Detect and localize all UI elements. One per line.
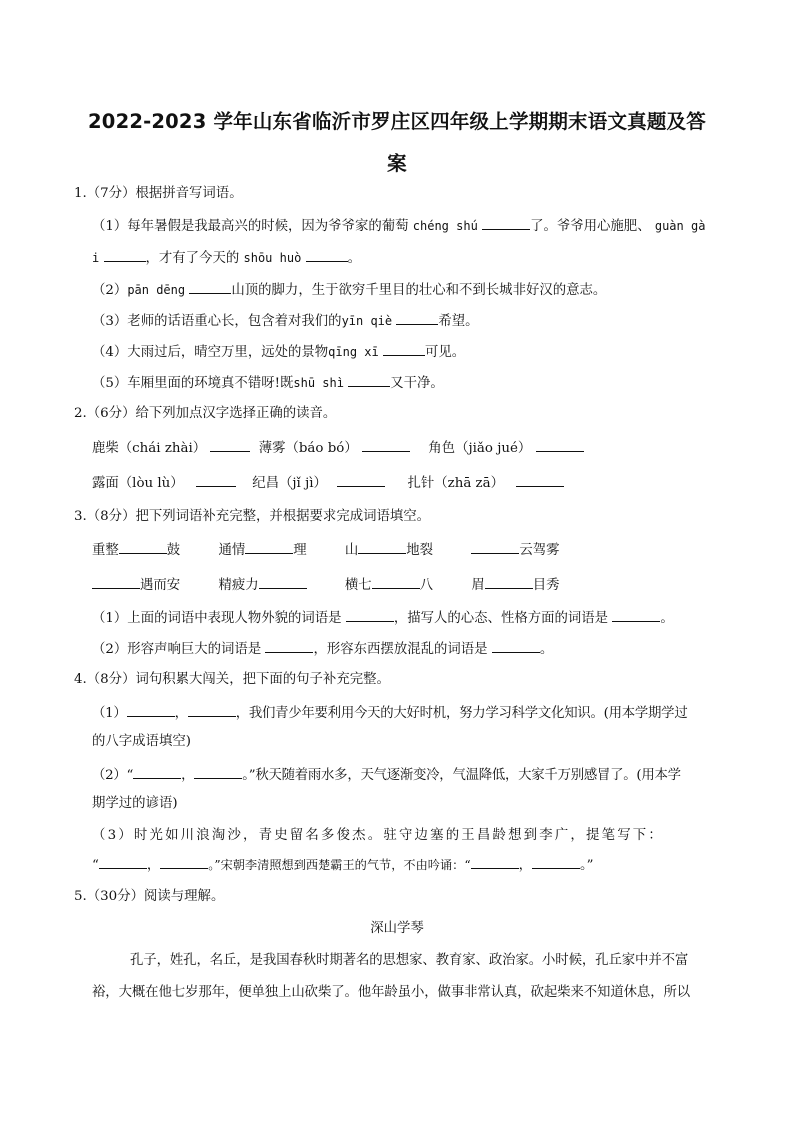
passage-title: 深山学琴 (370, 921, 424, 936)
exam-title-line1: 2022-2023 学年山东省临沂市罗庄区四年级上学期期末语文真题及答 (88, 110, 706, 133)
answer-blank[interactable] (348, 373, 390, 387)
pinyin-prompt: qīng xī (328, 345, 379, 359)
question-1-item-2: （2）pān dēng 山顶的脚力，生于欲穷千里目的壮心和不到长城非好汉的意志。 (92, 280, 606, 301)
answer-blank[interactable] (265, 639, 313, 653)
passage-paragraph-line-1: 孔子，姓孔，名丘，是我国春秋时期著名的思想家、教育家、政治家。小时候，孔丘家中并不富 (130, 953, 689, 968)
answer-blank[interactable] (612, 608, 660, 622)
question-4-sub-2-cont: 期学过的谚语) (92, 796, 178, 811)
question-3-sub-1: （1）上面的词语中表现人物外貌的词语是 ，描写人的心态、性格方面的词语是 。 (92, 608, 674, 629)
question-2-label: 2.（6分）给下列加点汉字选择正确的读音。 (74, 406, 337, 421)
question-2-row-2: 露面（lòu lù） 纪昌（jǐ jì） 扎针（zhā zā） (92, 473, 564, 494)
answer-blank[interactable] (358, 540, 406, 554)
answer-blank[interactable] (133, 765, 181, 779)
question-4-sub-1-cont: 的八字成语填空) (92, 734, 191, 749)
answer-blank[interactable] (99, 855, 147, 869)
answer-blank[interactable] (396, 311, 438, 325)
answer-blank[interactable] (516, 473, 564, 487)
answer-blank[interactable] (372, 575, 420, 589)
answer-blank[interactable] (482, 216, 530, 230)
answer-blank[interactable] (189, 280, 231, 294)
question-2-row-1: 鹿柴（chái zhài） 薄雾（báo bó） 角色（jiǎo jué） (92, 438, 584, 459)
question-4-sub-1: （1） ， ，我们青少年要利用今天的大好时机，努力学习科学文化知识。(用本学期学过 (92, 703, 687, 724)
answer-blank[interactable] (210, 438, 250, 452)
answer-blank[interactable] (306, 248, 348, 262)
pinyin-prompt: shōu huò (243, 251, 302, 265)
question-5-label: 5.（30分）阅读与理解。 (74, 889, 225, 904)
answer-blank[interactable] (536, 438, 584, 452)
answer-blank[interactable] (471, 855, 519, 869)
answer-blank[interactable] (259, 575, 307, 589)
question-4-sub-3: （3）时光如川浪淘沙，青史留名多俊杰。驻守边塞的王昌龄想到李广，提笔写下： (92, 828, 664, 843)
answer-blank[interactable] (188, 703, 236, 717)
answer-blank[interactable] (194, 765, 242, 779)
answer-blank[interactable] (532, 855, 580, 869)
answer-blank[interactable] (119, 540, 167, 554)
answer-blank[interactable] (245, 540, 293, 554)
passage-paragraph-line-2: 裕，大概在他七岁那年，便单独上山砍柴了。他年龄虽小，做事非常认真，砍起柴来不知道休息，所以 (92, 985, 691, 1000)
answer-blank[interactable] (346, 608, 394, 622)
pinyin-prompt: yīn qiè (341, 314, 393, 328)
question-1-item-1: （1）每年暑假是我最高兴的时候，因为爷爷家的葡萄 chéng shú 了。爷爷用心施肥、 guàn gà (92, 216, 705, 237)
question-4-sub-3-cont: “ ， 。”宋朝李清照想到西楚霸王的气节，不由吟诵：“ ， 。” (92, 855, 594, 876)
answer-blank[interactable] (492, 639, 540, 653)
question-1-label: 1.（7分）根据拼音写词语。 (74, 186, 243, 201)
question-1-item-1-cont: i ，才有了今天的 shōu huò 。 (92, 248, 361, 269)
question-3-label: 3.（8分）把下列词语补充完整，并根据要求完成词语填空。 (74, 509, 431, 524)
pinyin-prompt: chéng shú (412, 219, 478, 233)
pinyin-prompt: shū shì (293, 376, 344, 390)
answer-blank[interactable] (362, 438, 410, 452)
question-3-row-1: 重整 鼓 通情 理 山 地裂 云驾雾 (92, 540, 559, 561)
answer-blank[interactable] (196, 473, 236, 487)
question-4-label: 4.（8分）词句积累大闯关，把下面的句子补充完整。 (74, 672, 390, 687)
question-1-item-5: （5）车厢里面的环境真不错呀!既shū shì 又干净。 (92, 373, 444, 394)
exam-title-line2: 案 (387, 152, 407, 175)
question-1-item-4: （4）大雨过后，晴空万里，远处的景物qīng xī 可见。 (92, 342, 465, 363)
answer-blank[interactable] (92, 575, 140, 589)
question-1-item-3: （3）老师的话语重心长，包含着对我们的yīn qiè 希望。 (92, 311, 479, 332)
pinyin-prompt: guàn gà (654, 219, 706, 233)
pinyin-prompt: pān dēng (127, 283, 186, 297)
answer-blank[interactable] (337, 473, 385, 487)
question-4-sub-2: （2）“ ， 。”秋天随着雨水多，天气逐渐变冷，气温降低，大家千万别感冒了。(用本学 (92, 765, 681, 786)
answer-blank[interactable] (160, 855, 208, 869)
answer-blank[interactable] (485, 575, 533, 589)
answer-blank[interactable] (383, 342, 425, 356)
answer-blank[interactable] (104, 248, 146, 262)
answer-blank[interactable] (471, 540, 519, 554)
question-3-sub-2: （2）形容声响巨大的词语是 ，形容东西摆放混乱的词语是 。 (92, 639, 553, 660)
question-3-row-2: 遇而安 精疲力 横七 八 眉 目秀 (92, 575, 559, 596)
answer-blank[interactable] (127, 703, 175, 717)
